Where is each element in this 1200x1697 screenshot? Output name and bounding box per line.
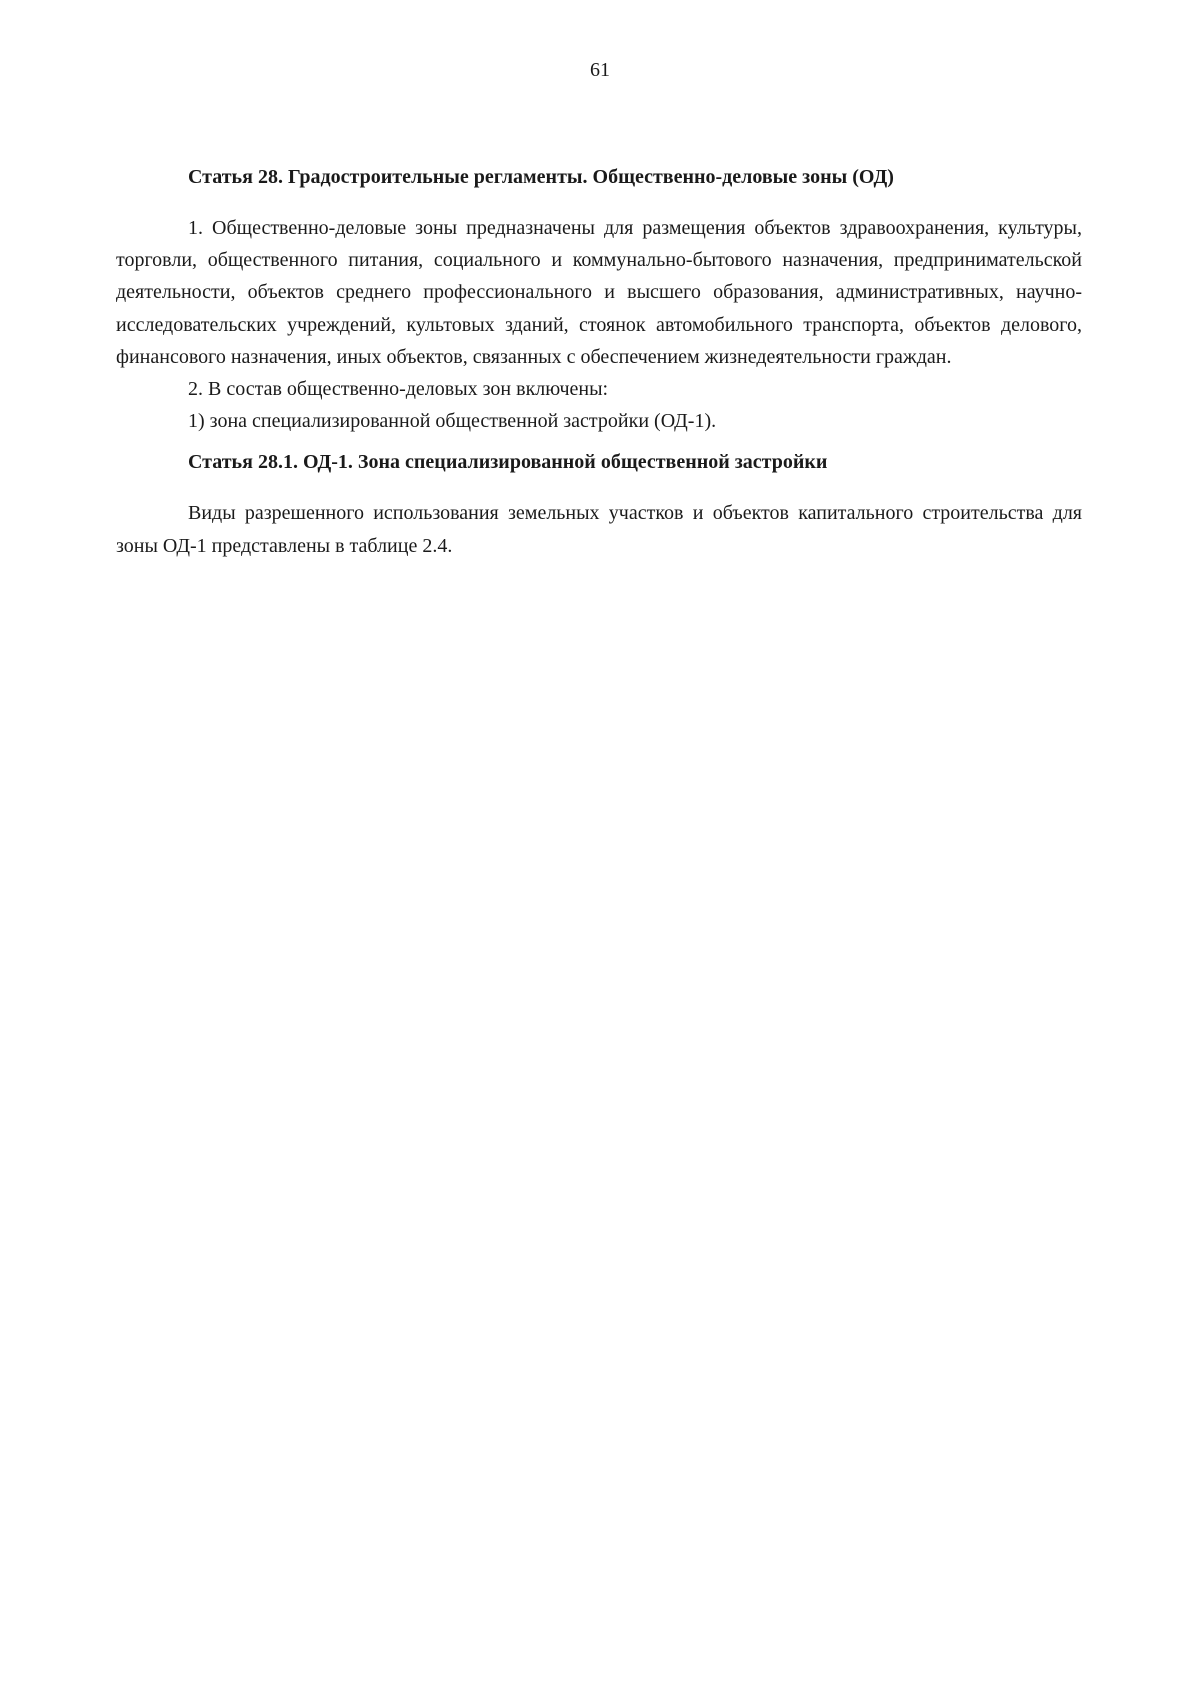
article-28-1-heading: Статья 28.1. ОД-1. Зона специализированной общественной застройки <box>188 451 828 474</box>
article-28-paragraph-1: 1. Общественно-деловые зоны предназначены для размещения объектов здравоохранения, культуры, торговли, общественного питания, социального и коммунально-бытового назначения, предпринимательской деятельности, объектов среднего профессионального и высшего образования, административных, научно-исследовательских учреждений, культовых зданий, стоянок автомобильного транспорта, объектов делового, финансового назначения, иных объектов, связанных с обеспечением жизнедеятельности граждан. <box>116 217 1082 368</box>
article-28-1-paragraph-1: Виды разрешенного использования земельных участков и объектов капитального строительства для зоны ОД-1 представлены в таблице 2.4. <box>116 502 1082 557</box>
article-28-list-item-1: 1) зона специализированной общественной застройки (ОД-1). <box>188 410 717 433</box>
page-content <box>116 164 1082 562</box>
article-28-paragraph-2: 2. В состав общественно-деловых зон включены: <box>188 378 609 401</box>
page-number: 61 <box>590 59 610 81</box>
article-28-heading: Статья 28. Градостроительные регламенты. Общественно-деловые зоны (ОД) <box>188 166 894 188</box>
